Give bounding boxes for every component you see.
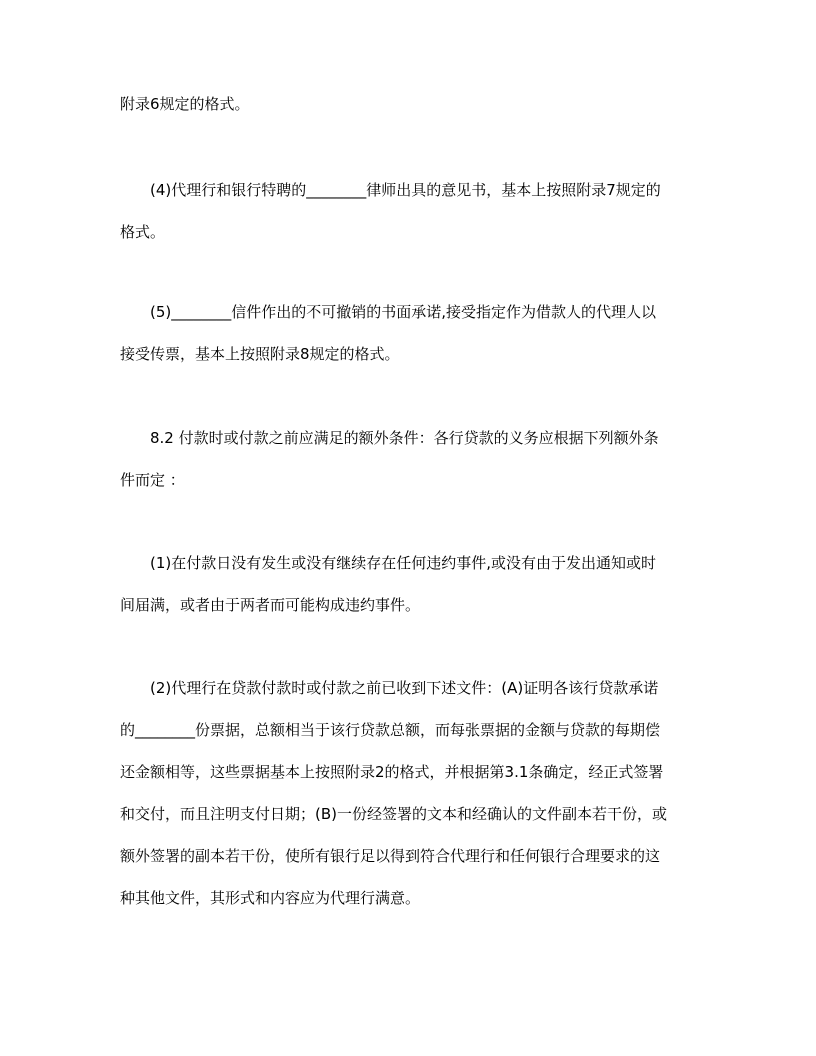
paragraph-line: 种其他文件，其形式和内容应为代理行满意。 bbox=[120, 889, 421, 907]
paragraph-line: 还金额相等，这些票据基本上按照附录2的格式，并根据第3.1条确定，经正式签署 bbox=[120, 763, 664, 781]
paragraph-line: 件而定 ： bbox=[120, 471, 185, 489]
paragraph-line: (4)代理行和银行特聘的________律师出具的意见书，基本上按照附录7规定的 bbox=[150, 181, 661, 199]
paragraph-line: 接受传票，基本上按照附录8规定的格式。 bbox=[120, 345, 400, 363]
paragraph-line: (5)________信件作出的不可撤销的书面承诺,接受指定作为借款人的代理人以 bbox=[150, 303, 657, 321]
paragraph-line: (2)代理行在贷款付款时或付款之前已收到下述文件：(A)证明各该行贷款承诺 bbox=[150, 679, 659, 697]
paragraph-line: 附录6规定的格式。 bbox=[120, 95, 250, 113]
paragraph-line: 格式。 bbox=[120, 223, 166, 241]
paragraph-line: 的________份票据，总额相当于该行贷款总额，而每张票据的金额与贷款的每期偿 bbox=[120, 721, 661, 739]
paragraph-line: 额外签署的副本若干份，使所有银行足以得到符合代理行和任何银行合理要求的这 bbox=[120, 847, 661, 865]
paragraph-line: 8.2 付款时或付款之前应满足的额外条件：各行贷款的义务应根据下列额外条 bbox=[150, 429, 659, 447]
paragraph-line: 和交付，而且注明支付日期；(B)一份经签署的文本和经确认的文件副本若干份，或 bbox=[120, 805, 667, 823]
paragraph-line: 间届满，或者由于两者而可能构成违约事件。 bbox=[120, 596, 421, 614]
paragraph-line: (1)在付款日没有发生或没有继续存在任何违约事件,或没有由于发出通知或时 bbox=[150, 554, 657, 572]
